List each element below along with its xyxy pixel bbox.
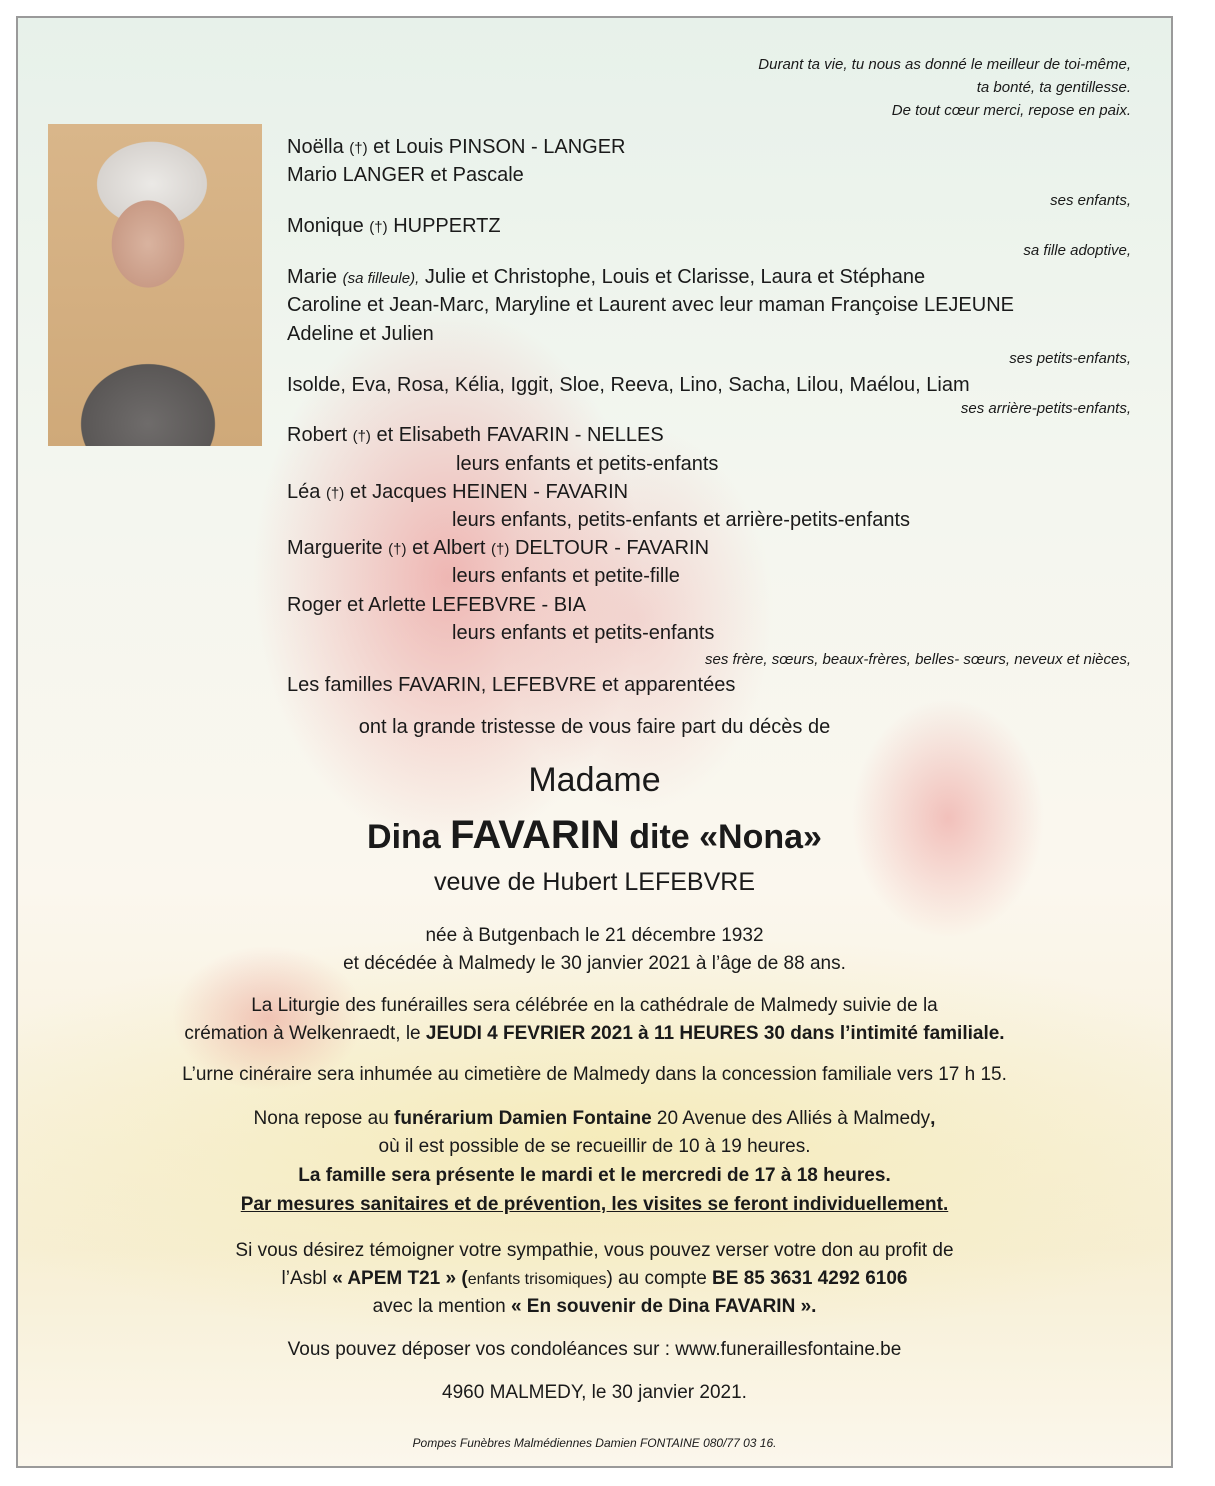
dagger-mark: (†) (325, 485, 345, 502)
liturgy-text: crémation à Welkenraedt, le (184, 1023, 426, 1044)
family-line-5: Caroline et Jean-Marc, Maryline et Laurent avec leur maman Françoise LEJEUNE (287, 294, 1014, 316)
deceased-nickname: dite «Nona» (629, 818, 822, 856)
dagger-mark: (†) (349, 140, 368, 157)
family-line-9: leurs enfants et petits-enfants (456, 453, 719, 475)
family-name: Monique (287, 215, 364, 237)
death-line: et décédée à Malmedy le 30 janvier 2021 à l’âge de 88 ans. (343, 953, 846, 974)
dagger-mark: (†) (352, 428, 371, 445)
donation-text: l’Asbl (281, 1268, 333, 1289)
family-name: HUPPERTZ (393, 215, 501, 237)
family-line-16: Les familles FAVARIN, LEFEBVRE et apparentées (287, 674, 736, 696)
dagger-mark: (†) (369, 219, 388, 236)
family-name: et Albert (412, 537, 486, 559)
family-presence: La famille sera présente le mardi et le mercredi de 17 à 18 heures. (298, 1165, 891, 1186)
ceremony-datetime: JEUDI 4 FEVRIER 2021 à 11 HEURES 30 dans l’intimité familiale. (425, 1023, 1005, 1044)
charity-name: « APEM T21 » ( (332, 1268, 468, 1289)
family-line-2: Mario LANGER et Pascale (287, 164, 524, 186)
widow-of: veuve de Hubert LEFEBVRE (434, 868, 755, 896)
relation-label: ses frère, sœurs, beaux-frères, belles- sœurs, neveux et nièces, (705, 651, 1131, 668)
deceased-title: Madame (528, 761, 661, 799)
funerarium-address: 20 Avenue des Alliés à Malmedy (651, 1108, 931, 1129)
liturgy-line-2 (18, 1023, 1171, 1045)
announcement: ont la grande tristesse de vous faire part du décès de (358, 716, 831, 738)
donation-line-2 (18, 1268, 1171, 1290)
family-name: et Louis PINSON - LANGER (373, 136, 626, 158)
family-line-3 (287, 215, 501, 238)
relation-label: sa fille adoptive, (1023, 242, 1131, 259)
family-line-13: leurs enfants et petite-fille (452, 565, 680, 587)
filleule-note: (sa filleule), (342, 270, 420, 287)
quote-line-2: ta bonté, ta gentillesse. (976, 79, 1131, 96)
funerarium-line (18, 1108, 1171, 1130)
dagger-mark: (†) (388, 541, 407, 558)
relation-label: ses enfants, (1050, 192, 1131, 209)
family-name: Robert (287, 424, 348, 446)
quote-line-1: Durant ta vie, tu nous as donné le meilleur de toi-même, (758, 56, 1131, 73)
deceased-name (18, 813, 1171, 858)
liturgy-line-1: La Liturgie des funérailles sera célébrée en la cathédrale de Malmedy suivie de la (251, 995, 938, 1016)
family-name: Marguerite (287, 537, 383, 559)
dagger-mark: (†) (491, 541, 510, 558)
place-date: 4960 MALMEDY, le 30 janvier 2021. (442, 1382, 747, 1403)
family-line-12 (287, 537, 709, 560)
obituary-card (16, 16, 1173, 1468)
family-line-1 (287, 136, 625, 159)
family-line-11: leurs enfants, petits-enfants et arrière-petits-enfants (452, 509, 911, 531)
family-name: Léa (287, 481, 321, 503)
family-line-15: leurs enfants et petits-enfants (452, 622, 715, 644)
relation-label: ses petits-enfants, (1009, 350, 1131, 367)
family-line-14: Roger et Arlette LEFEBVRE - BIA (287, 594, 587, 616)
family-line-7: Isolde, Eva, Rosa, Kélia, Iggit, Sloe, Reeva, Lino, Sacha, Lilou, Maélou, Liam (287, 374, 970, 396)
condolences-line: Vous pouvez déposer vos condoléances sur : www.funeraillesfontaine.be (287, 1339, 902, 1360)
donation-line-3 (18, 1296, 1171, 1318)
donation-mention: « En souvenir de Dina FAVARIN ». (510, 1296, 817, 1317)
funerarium-comma: , (930, 1108, 936, 1129)
family-name: Noëlla (287, 136, 344, 158)
funerarium-name: funérarium Damien Fontaine (394, 1108, 652, 1129)
bank-account: BE 85 3631 4292 6106 (712, 1268, 908, 1289)
family-line-10 (287, 481, 628, 504)
relation-label: ses arrière-petits-enfants, (960, 400, 1131, 417)
family-name: et Jacques HEINEN - FAVARIN (349, 481, 629, 503)
funeral-home-footer: Pompes Funèbres Malmédiennes Damien FONTAINE 080/77 03 16. (412, 1436, 777, 1450)
family-line-6: Adeline et Julien (287, 323, 434, 345)
portrait-photo (48, 124, 262, 446)
family-line-8 (287, 424, 664, 447)
sanitary-notice: Par mesures sanitaires et de prévention, les visites se feront individuellement. (240, 1194, 949, 1215)
deceased-first-name: Dina (367, 818, 441, 856)
urn-line: L’urne cinéraire sera inhumée au cimetière de Malmedy dans la concession familiale vers 17 h 15. (182, 1064, 1007, 1085)
family-name: et Elisabeth FAVARIN - NELLES (376, 424, 664, 446)
charity-note: enfants trisomiques (467, 1271, 607, 1288)
funerarium-text: Nona repose au (253, 1108, 395, 1129)
birth-line: née à Butgenbach le 21 décembre 1932 (425, 925, 764, 946)
family-name: Marie (287, 266, 338, 288)
family-name: Julie et Christophe, Louis et Clarisse, Laura et Stéphane (424, 266, 926, 288)
family-line-4 (287, 266, 925, 289)
donation-line-1: Si vous désirez témoigner votre sympathie, vous pouvez verser votre don au profit de (235, 1240, 954, 1261)
quote-line-3: De tout cœur merci, repose en paix. (891, 102, 1131, 119)
visiting-hours: où il est possible de se recueillir de 10 à 19 heures. (378, 1136, 811, 1157)
donation-text: avec la mention (372, 1296, 511, 1317)
family-name: DELTOUR - FAVARIN (514, 537, 710, 559)
donation-text: ) au compte (606, 1268, 713, 1289)
deceased-last-name: FAVARIN (450, 813, 620, 857)
